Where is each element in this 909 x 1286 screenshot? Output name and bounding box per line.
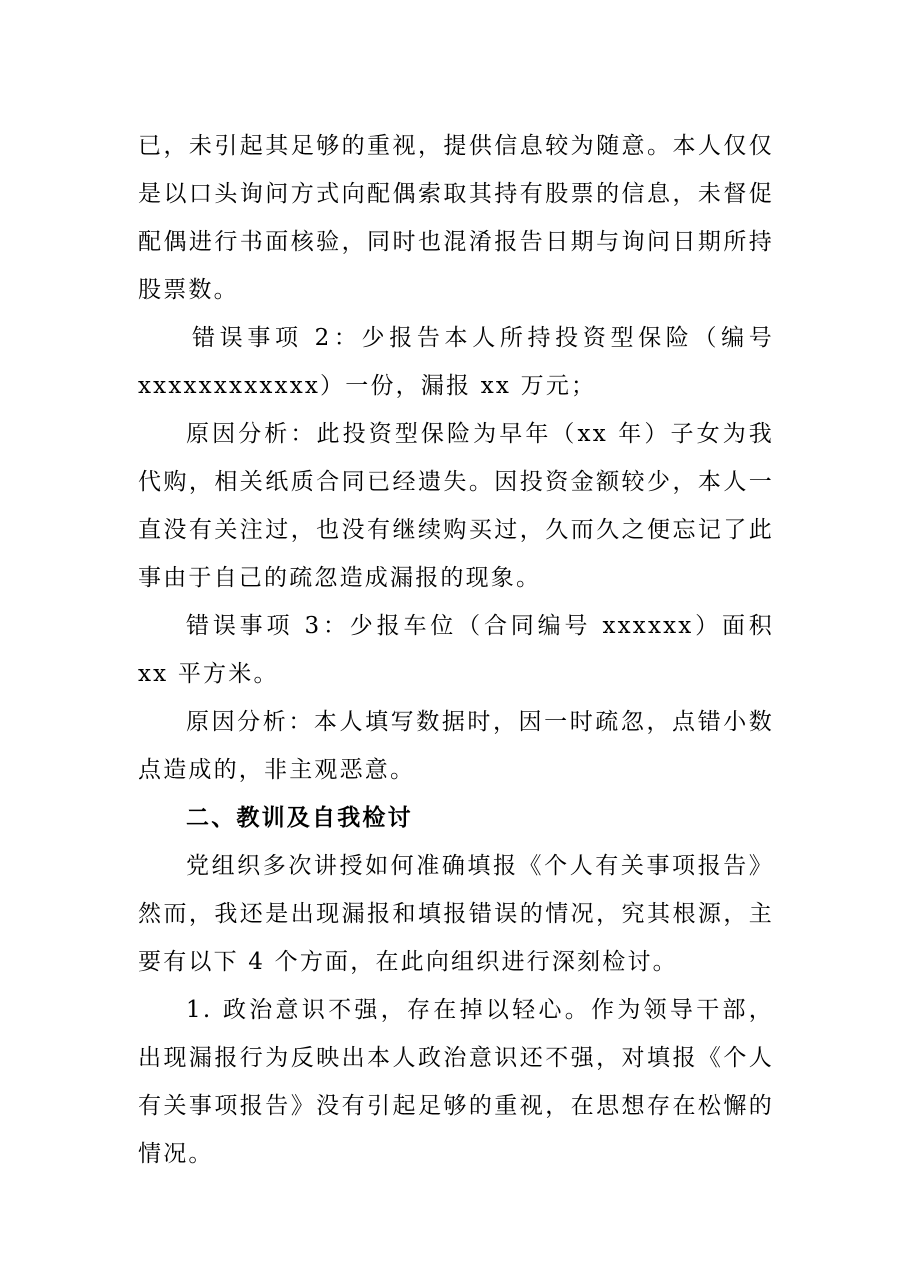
paragraph-cause-analysis-3: 原因分析：本人填写数据时，因一时疏忽，点错小数点造成的，非主观恶意。 — [138, 709, 774, 783]
paragraph-lessons-intro: 党组织多次讲授如何准确填报《个人有关事项报告》然而，我还是出现漏报和填报错误的情况，究其根源，主要有以下 4 个方面，在此向组织进行深刻检讨。 — [138, 853, 774, 975]
paragraph-point-1: 1. 政治意识不强，存在掉以轻心。作为领导干部，出现漏报行为反映出本人政治意识还不强，对填报《个人有关事项报告》没有引起足够的重视，在思想存在松懈的情况。 — [138, 997, 774, 1167]
document-body — [138, 122, 774, 1178]
paragraph-cause-analysis-2: 原因分析：此投资型保险为早年（xx 年）子女为我代购，相关纸质合同已经遗失。因投资金额较少，本人一直没有关注过，也没有继续购买过，久而久之便忘记了此事由于自己的疏忽造成漏报的现象。 — [138, 421, 774, 591]
paragraph-error-item-2: 错误事项 2：少报告本人所持投资型保险（编号 xxxxxxxxxxxx）一份，漏报 xx 万元； — [138, 325, 774, 399]
paragraph-error-item-3: 错误事项 3：少报车位（合同编号 xxxxxx）面积 xx 平方米。 — [138, 613, 774, 687]
section-heading-lessons: 二、教训及自我检讨 — [186, 805, 413, 831]
paragraph-stock-reason-continued: 已，未引起其足够的重视，提供信息较为随意。本人仅仅是以口头询问方式向配偶索取其持有股票的信息，未督促配偶进行书面核验，同时也混淆报告日期与询问日期所持股票数。 — [138, 133, 774, 303]
